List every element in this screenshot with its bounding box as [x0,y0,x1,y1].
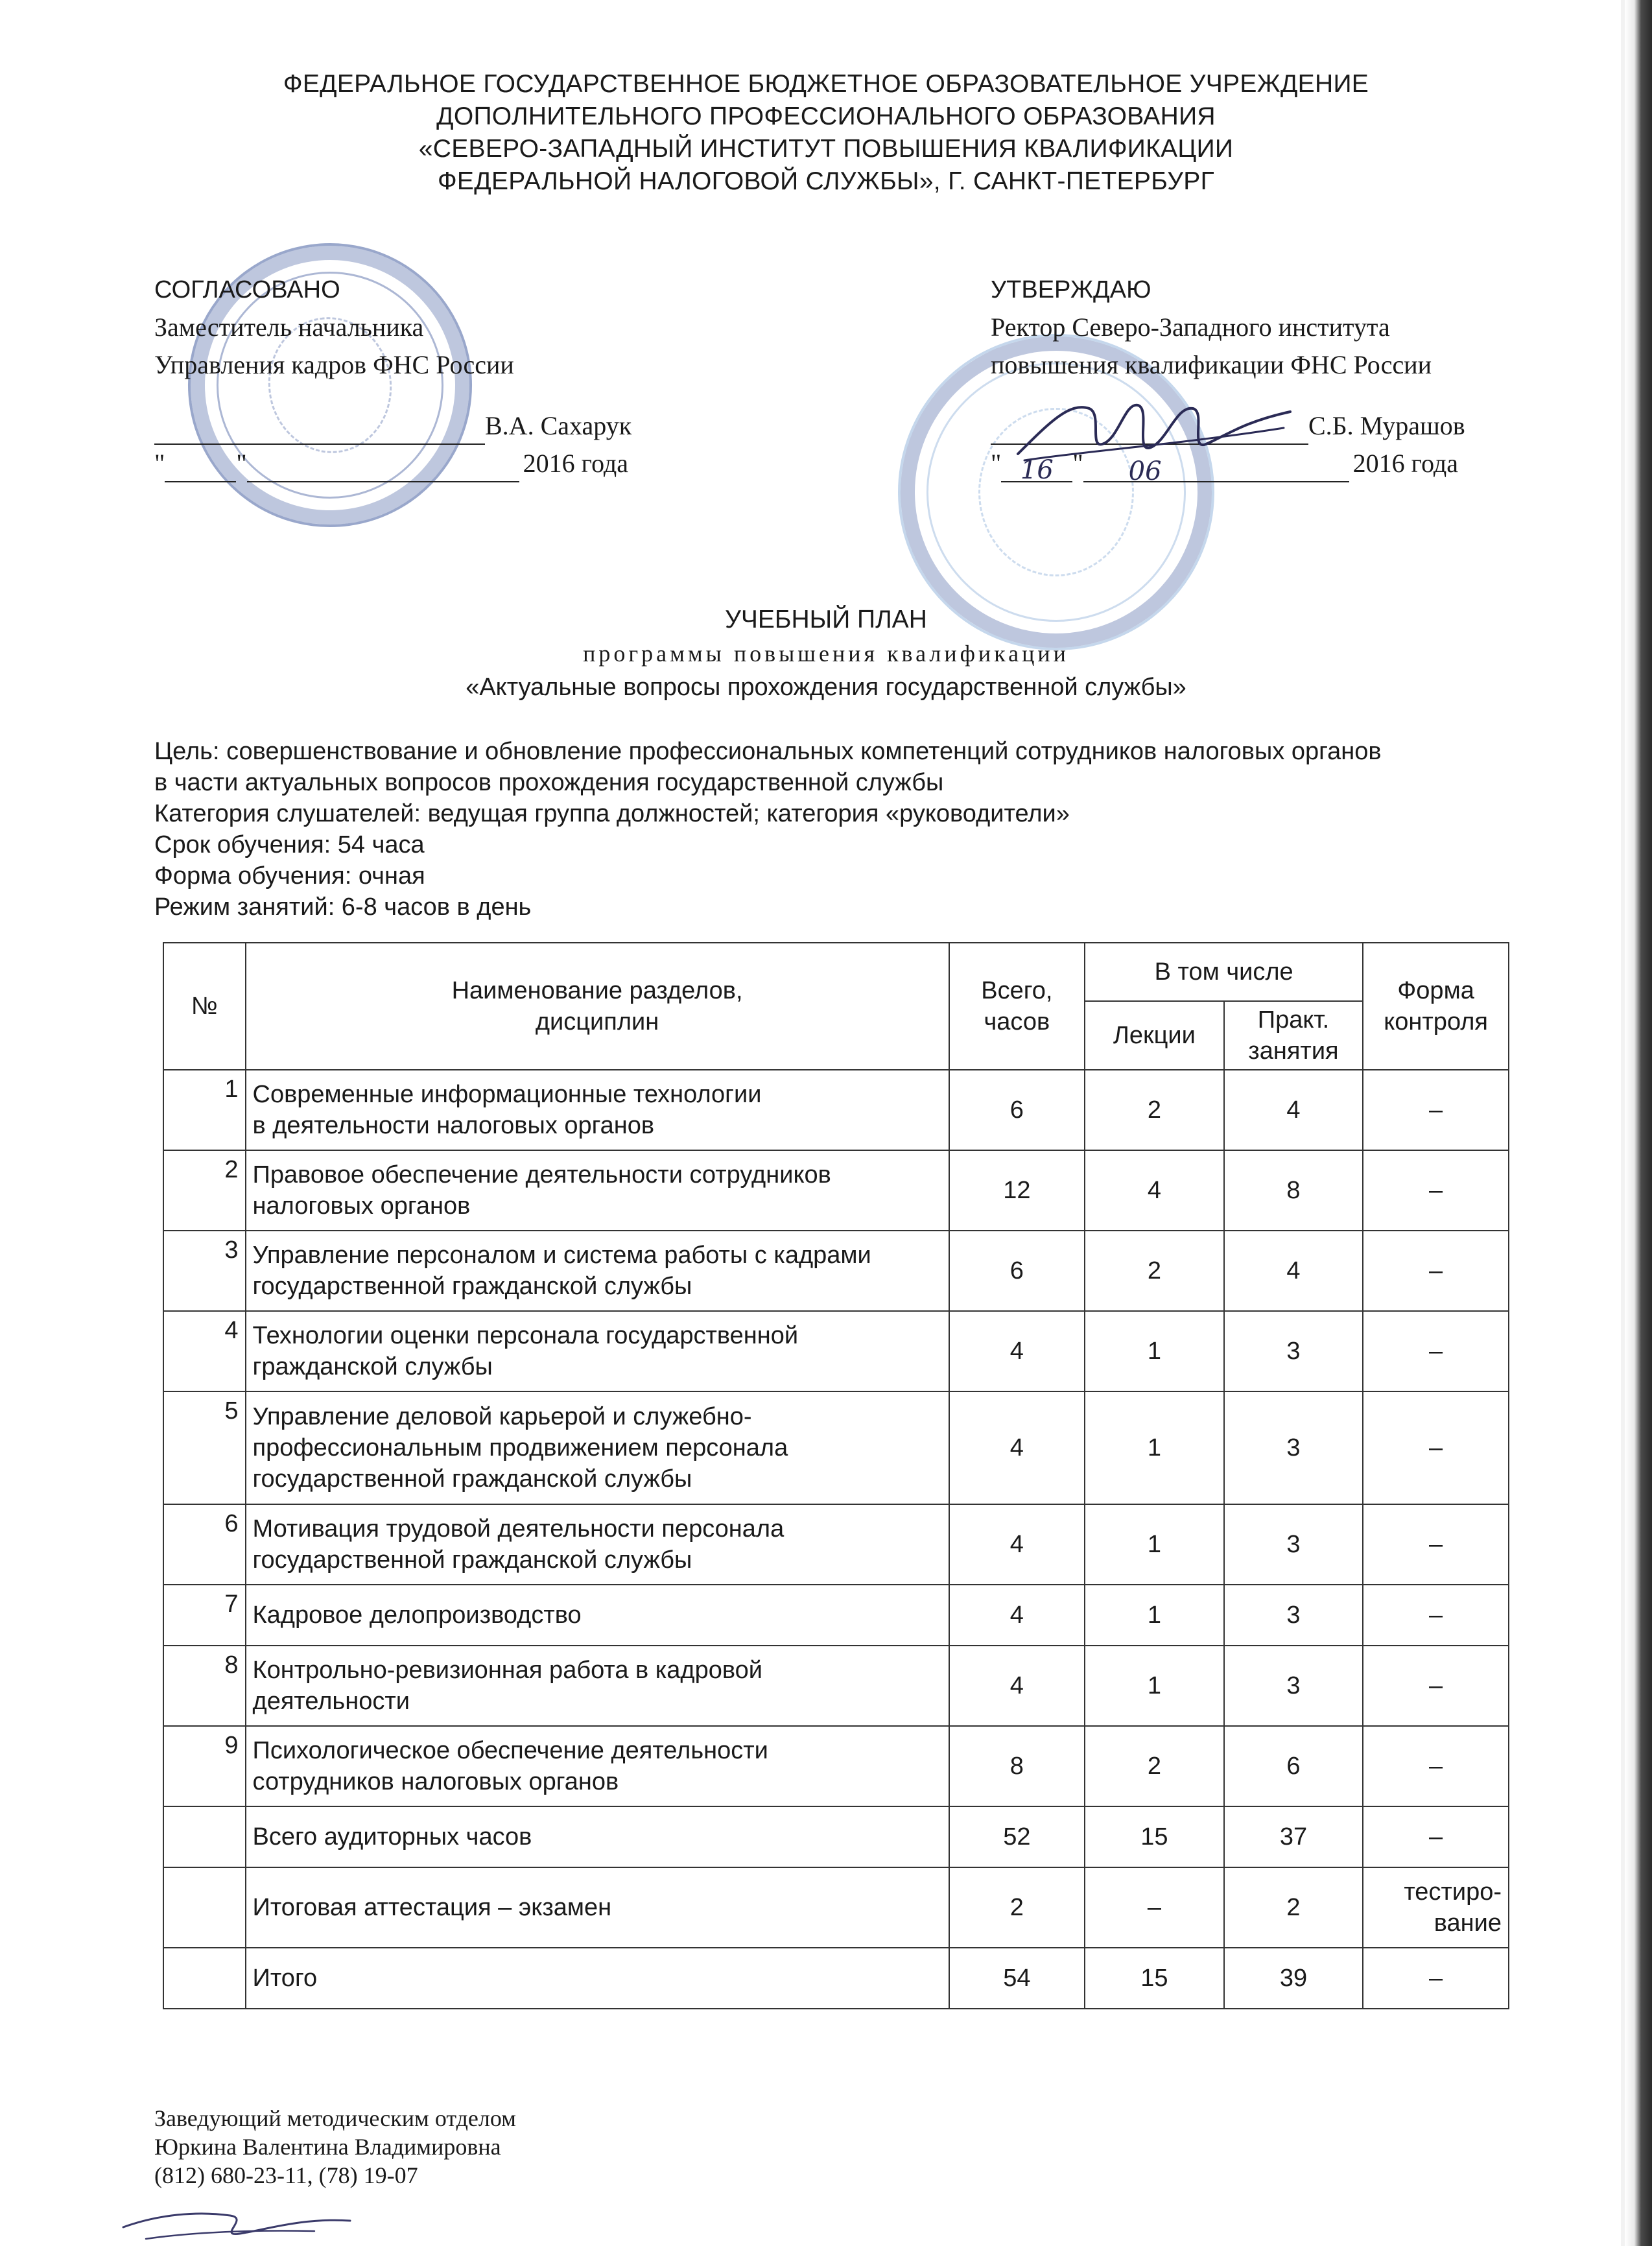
row-name [246,1150,949,1231]
row-practice: 3 [1224,1646,1363,1726]
institution-header [0,68,1652,198]
row-control [1363,1646,1509,1726]
row-lectures: – [1085,1867,1224,1948]
table-row [163,1391,1509,1504]
table-row [163,1070,1509,1150]
row-practice: 3 [1224,1585,1363,1646]
row-name-line: Контрольно-ревизионная работа в кадровой [252,1657,762,1684]
row-name [246,1311,949,1391]
row-number: 3 [163,1231,246,1311]
document-subtitle: программы повышения квалификации [583,641,1069,667]
day-underline [165,451,236,482]
header-total [949,943,1085,1070]
rector-signature [1011,383,1297,480]
row-control [1363,1070,1509,1150]
row-lectures: 1 [1085,1504,1224,1585]
row-name [246,1585,949,1646]
row-practice: 3 [1224,1311,1363,1391]
agreed-keyword: СОГЛАСОВАНО [154,276,340,303]
row-number: 8 [163,1646,246,1726]
row-lectures: 4 [1085,1150,1224,1231]
row-name-line: государственной гражданской службы [252,1465,692,1493]
header-line-2: ДОПОЛНИТЕЛЬНОГО ПРОФЕССИОНАЛЬНОГО ОБРАЗОВАНИЯ [436,102,1216,130]
row-control [1363,1867,1509,1948]
row-control-line: – [1429,1602,1443,1629]
row-practice: 8 [1224,1150,1363,1231]
row-control [1363,1806,1509,1867]
row-practice: 4 [1224,1231,1363,1311]
row-lectures: 1 [1085,1646,1224,1726]
row-name [246,1391,949,1504]
row-control [1363,1311,1509,1391]
curriculum-table-body [163,1070,1509,2009]
row-number: 6 [163,1504,246,1585]
row-control-line: – [1429,1096,1443,1124]
row-name-line: Управление персоналом и система работы с кадрами [252,1242,871,1269]
row-lectures: 2 [1085,1726,1224,1806]
table-row [163,1726,1509,1806]
row-control-line: – [1429,1257,1443,1284]
signature-underline [154,414,485,445]
row-name-line: Мотивация трудовой деятельности персонала [252,1515,785,1543]
table-row [163,1806,1509,1867]
row-total: 2 [949,1867,1085,1948]
row-name [246,1646,949,1726]
row-total: 4 [949,1585,1085,1646]
row-control-line: – [1429,1177,1443,1204]
row-name-line: Современные информационные технологии [252,1081,762,1108]
agreed-position-line2: Управления кадров ФНС России [154,350,514,379]
row-control [1363,1391,1509,1504]
date-close-quote: " [1072,449,1083,478]
row-number [163,1948,246,2009]
header-including: В том числе [1085,943,1363,1001]
row-name [246,1806,949,1867]
document-title: УЧЕБНЫЙ ПЛАН [725,606,927,633]
row-lectures: 15 [1085,1806,1224,1867]
row-name-line: государственной гражданской службы [252,1546,692,1574]
row-name [246,1867,949,1948]
table-row [163,1150,1509,1231]
header-total-line1: Всего, [981,977,1053,1004]
row-number: 9 [163,1726,246,1806]
header-name [246,943,949,1070]
row-name-line: Технологии оценки персонала государственной [252,1322,799,1349]
header-control-line2: контроля [1384,1008,1488,1035]
program-name: «Актуальные вопросы прохождения государственной службы» [466,674,1186,701]
row-name-line: Итого [252,1965,318,1992]
row-name [246,1726,949,1806]
row-control-line: тестиро- [1404,1878,1502,1906]
header-control-line1: Форма [1397,977,1474,1004]
scan-edge [1625,0,1652,2246]
row-control-line: – [1429,1672,1443,1699]
row-number: 7 [163,1585,246,1646]
row-name-line: Правовое обеспечение деятельности сотрудников [252,1161,831,1188]
row-number: 2 [163,1150,246,1231]
row-practice: 3 [1224,1391,1363,1504]
footer-signature [120,2201,353,2246]
approval-block-agreed [154,271,631,482]
row-name-line: налоговых органов [252,1192,471,1220]
row-control-line: вание [1434,1909,1502,1937]
scan-edge-inner [1621,0,1625,2246]
approved-signer: С.Б. Мурашов [1308,411,1465,440]
header-control [1363,943,1509,1070]
footer-phone: (812) 680-23-11, (78) 19-07 [154,2162,418,2188]
row-total: 6 [949,1070,1085,1150]
table-row [163,1504,1509,1585]
row-total: 4 [949,1311,1085,1391]
contact-footer [154,2104,516,2190]
row-total: 4 [949,1504,1085,1585]
row-control [1363,1150,1509,1231]
header-name-line1: Наименование разделов, [451,977,743,1004]
row-name-line: государственной гражданской службы [252,1273,692,1300]
row-total: 12 [949,1150,1085,1231]
row-total: 4 [949,1391,1085,1504]
table-row [163,1646,1509,1726]
row-name-line: Итоговая аттестация – экзамен [252,1894,612,1921]
row-practice: 2 [1224,1867,1363,1948]
row-practice: 4 [1224,1070,1363,1150]
row-control-line: – [1429,1434,1443,1461]
program-info [154,736,1382,923]
date-open-quote: " [154,449,165,478]
row-total: 54 [949,1948,1085,2009]
row-name-line: Психологическое обеспечение деятельности [252,1737,768,1764]
table-row [163,1867,1509,1948]
schedule: Режим занятий: 6-8 часов в день [154,893,532,921]
row-name-line: Всего аудиторных часов [252,1823,532,1850]
approved-position-line1: Ректор Северо-Западного института [991,313,1390,342]
row-practice: 6 [1224,1726,1363,1806]
header-line-4: ФЕДЕРАЛЬНОЙ НАЛОГОВОЙ СЛУЖБЫ», Г. САНКТ-ПЕТЕРБУРГ [437,167,1215,195]
curriculum-table [163,942,1509,2009]
goal-line2: в части актуальных вопросов прохождения государственной службы [154,769,944,796]
footer-position: Заведующий методическим отделом [154,2105,516,2131]
row-control-line: – [1429,1965,1443,1992]
row-control [1363,1231,1509,1311]
row-control [1363,1726,1509,1806]
row-name [246,1231,949,1311]
row-lectures: 1 [1085,1391,1224,1504]
row-name-line: Управление деловой карьерой и служебно- [252,1403,752,1430]
row-lectures: 1 [1085,1585,1224,1646]
row-name-line: деятельности [252,1688,410,1715]
header-lectures: Лекции [1085,1001,1224,1070]
goal-line1: Цель: совершенствование и обновление профессиональных компетенций сотрудников налоговых органов [154,738,1382,765]
agreed-date-line [154,445,631,482]
table-row [163,1231,1509,1311]
row-lectures: 1 [1085,1311,1224,1391]
row-control-line: – [1429,1338,1443,1365]
header-num: № [163,943,246,1070]
row-number: 1 [163,1070,246,1150]
row-practice: 39 [1224,1948,1363,2009]
document-title-block [0,603,1652,704]
row-practice: 3 [1224,1504,1363,1585]
table-row [163,1585,1509,1646]
approved-day: 16 [1001,451,1072,482]
header-line-1: ФЕДЕРАЛЬНОЕ ГОСУДАРСТВЕННОЕ БЮДЖЕТНОЕ ОБРАЗОВАТЕЛЬНОЕ УЧРЕЖДЕНИЕ [283,70,1369,98]
row-control-line: – [1429,1753,1443,1780]
category: Категория слушателей: ведущая группа должностей; категория «руководители» [154,800,1070,827]
approved-keyword: УТВЕРЖДАЮ [991,276,1151,303]
row-lectures: 15 [1085,1948,1224,2009]
row-control-line: – [1429,1823,1443,1850]
row-control [1363,1585,1509,1646]
row-total: 8 [949,1726,1085,1806]
row-name [246,1948,949,2009]
row-lectures: 2 [1085,1231,1224,1311]
row-number: 4 [163,1311,246,1391]
header-practice [1224,1001,1363,1070]
row-name-line: в деятельности налоговых органов [252,1112,655,1139]
agreed-year: 2016 года [523,449,629,478]
header-total-line2: часов [984,1008,1050,1035]
row-name-line: профессиональным продвижением персонала [252,1434,788,1461]
month-underline [247,451,519,482]
row-practice: 37 [1224,1806,1363,1867]
row-control [1363,1504,1509,1585]
row-control [1363,1948,1509,2009]
row-name-line: гражданской службы [252,1353,493,1380]
agreed-signer: В.А. Сахарук [485,411,632,440]
row-number: 5 [163,1391,246,1504]
row-total: 4 [949,1646,1085,1726]
date-open-quote: " [991,449,1002,478]
duration: Срок обучения: 54 часа [154,831,425,858]
header-line-3: «СЕВЕРО-ЗАПАДНЫЙ ИНСТИТУТ ПОВЫШЕНИЯ КВАЛИФИКАЦИИ [418,135,1234,163]
row-name-line: сотрудников налоговых органов [252,1768,619,1795]
header-practice-line1: Практ. [1257,1006,1330,1034]
approved-month: 06 [1083,453,1349,482]
row-name [246,1070,949,1150]
row-number [163,1867,246,1948]
date-close-quote: " [236,449,247,478]
agreed-signature-line [154,407,631,445]
header-name-line2: дисциплин [535,1008,659,1035]
approved-year: 2016 года [1352,449,1459,478]
approved-position-line2: повышения квалификации ФНС России [991,350,1432,379]
row-number [163,1806,246,1867]
agreed-position-line1: Заместитель начальника [154,313,424,342]
row-name [246,1504,949,1585]
row-lectures: 2 [1085,1070,1224,1150]
footer-name: Юркина Валентина Владимировна [154,2134,501,2160]
study-form: Форма обучения: очная [154,862,425,890]
row-name-line: Кадровое делопроизводство [252,1602,582,1629]
table-row [163,1948,1509,2009]
row-total: 6 [949,1231,1085,1311]
row-control-line: – [1429,1531,1443,1558]
header-practice-line2: занятия [1248,1037,1339,1065]
row-total: 52 [949,1806,1085,1867]
table-row [163,1311,1509,1391]
